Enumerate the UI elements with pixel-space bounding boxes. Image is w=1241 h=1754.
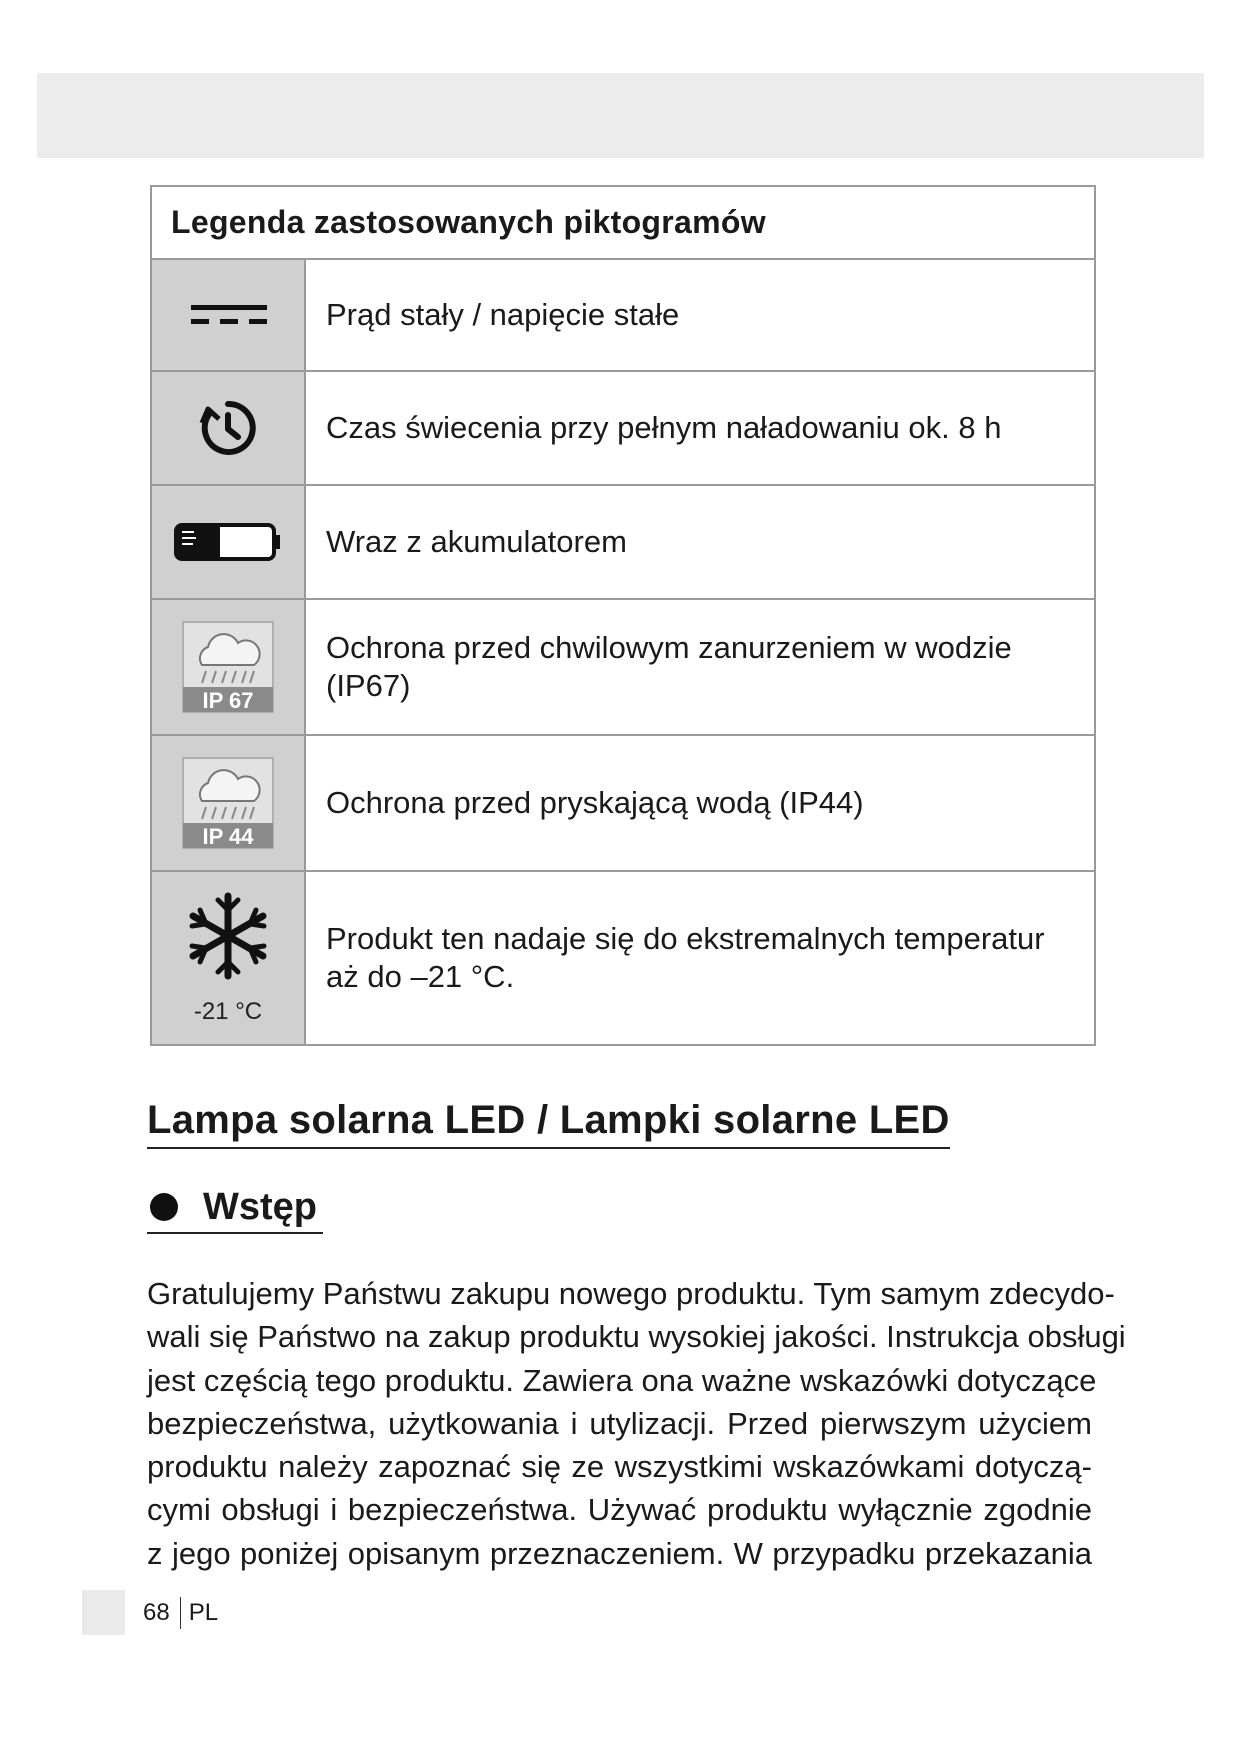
legend-text: Czas świecenia przy pełnym naładowaniu ok. 8 h xyxy=(326,410,1002,445)
legend-row-ip67 xyxy=(152,600,1094,736)
paragraph-line: z jego poniżej opisanym przeznaczeniem. W przypadku przekazania xyxy=(147,1535,1092,1571)
paragraph-line: bezpieczeństwa, użytkowania i utylizacji. Przed pierwszym użyciem xyxy=(147,1405,1092,1441)
ip44-badge: IP 44 xyxy=(202,824,254,849)
section-heading xyxy=(147,1182,323,1234)
intro-paragraph xyxy=(147,1272,1126,1575)
battery-icon xyxy=(152,486,306,598)
pictogram-legend-table xyxy=(150,185,1096,1046)
clock-icon xyxy=(152,372,306,484)
legend-row-lighting-time xyxy=(152,372,1094,486)
header-band xyxy=(37,73,1204,158)
footer-divider xyxy=(180,1597,181,1629)
section-title: Wstęp xyxy=(203,1186,317,1228)
language-code: PL xyxy=(188,1599,219,1626)
paragraph-line: cymi obsługi i bezpieczeństwa. Używać produktu wyłącznie zgodnie xyxy=(147,1492,1092,1528)
bullet-icon xyxy=(150,1193,178,1221)
dc-current-icon xyxy=(152,260,306,370)
legend-text: Ochrona przed pryskającą wodą (IP44) xyxy=(326,785,864,820)
paragraph-line: jest częścią tego produktu. Zawiera ona ważne wskazówki dotyczące xyxy=(147,1362,1097,1398)
product-heading: Lampa solarna LED / Lampki solarne LED xyxy=(147,1095,950,1149)
snowflake-icon xyxy=(152,872,306,1044)
legend-text: Produkt ten nadaje się do ekstremalnych temperatur aż do –21 °C. xyxy=(326,921,1045,994)
ip44-rain-icon xyxy=(152,736,306,870)
ip67-badge: IP 67 xyxy=(202,688,254,713)
paragraph-line: produktu należy zapoznać się ze wszystkimi wskazówkami dotyczą- xyxy=(147,1449,1092,1485)
legend-text: Prąd stały / napięcie stałe xyxy=(326,297,680,332)
ip67-rain-icon xyxy=(152,600,306,734)
legend-title: Legenda zastosowanych piktogramów xyxy=(152,187,1094,260)
legend-row-dc xyxy=(152,260,1094,372)
paragraph-line: Gratulujemy Państwu zakupu nowego produktu. Tym samym zdecydo- xyxy=(147,1276,1115,1311)
page-number: 68 xyxy=(143,1599,170,1626)
legend-row-battery xyxy=(152,486,1094,600)
paragraph-line: wali się Państwo na zakup produktu wysokiej jakości. Instrukcja obsługi xyxy=(147,1319,1126,1355)
temperature-badge: -21 °C xyxy=(193,998,263,1025)
legend-row-ip44 xyxy=(152,736,1094,872)
page-footer xyxy=(143,1597,218,1629)
legend-text: Wraz z akumulatorem xyxy=(326,524,627,559)
footer-marker xyxy=(82,1590,125,1635)
legend-text: Ochrona przed chwilowym zanurzeniem w wodzie (IP67) xyxy=(326,630,1012,703)
legend-row-temperature xyxy=(152,872,1094,1044)
